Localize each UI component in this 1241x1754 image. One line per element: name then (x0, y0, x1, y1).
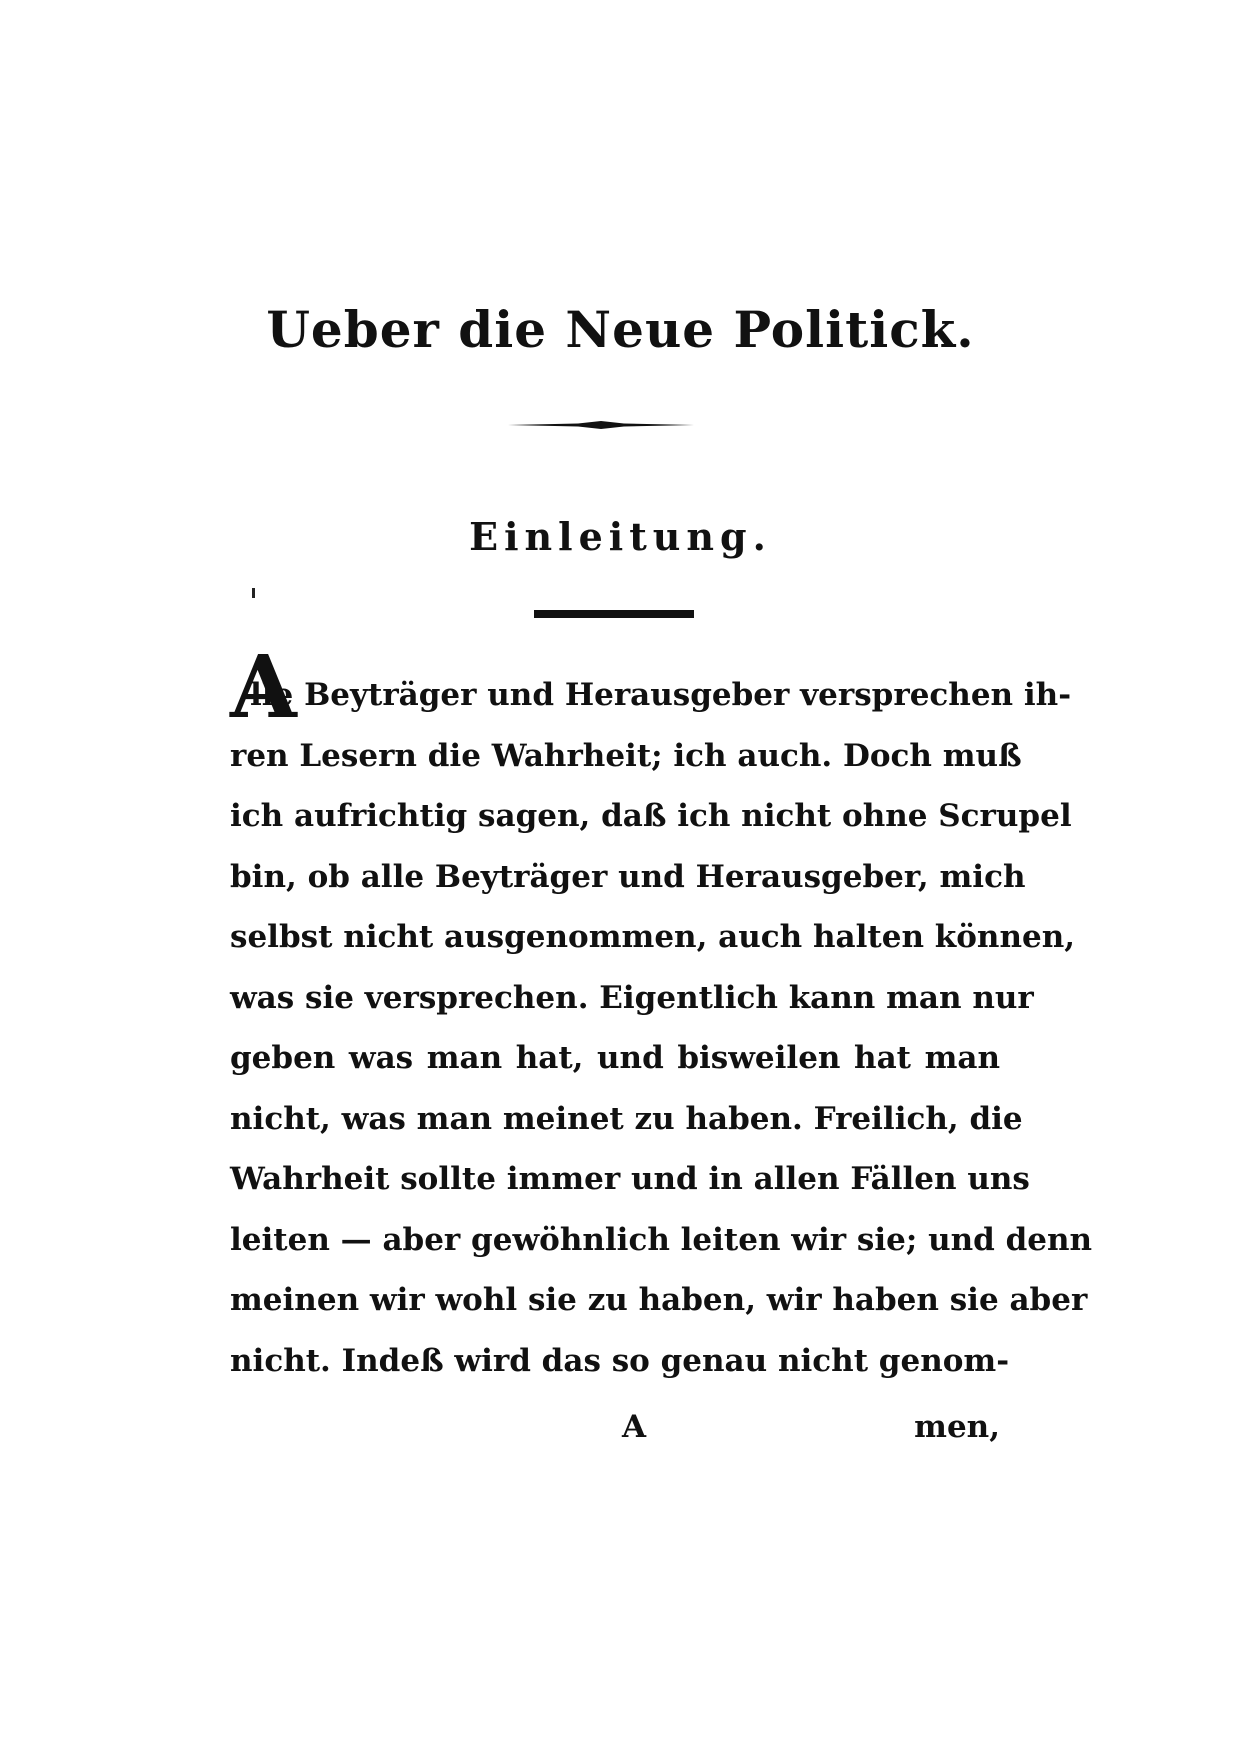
text-line-3: ich aufrichtig sagen, daß ich nicht ohne Scrupel (230, 798, 1072, 834)
text-line-10: leiten — aber gewöhnlich leiten wir sie; und denn (230, 1221, 1093, 1258)
text-line-9: Wahrheit sollte immer und in allen Fällen uns (230, 1161, 1030, 1197)
drop-cap: A (230, 637, 297, 738)
page-title: Ueber die Neue Politick. (266, 300, 975, 359)
text-line-1: lle Beyträger und Herausgeber versprechen ih- (250, 677, 1072, 713)
signature-mark: A (622, 1409, 647, 1445)
ink-speck (252, 588, 255, 598)
page-footer (230, 1402, 1000, 1452)
section-divider (534, 610, 694, 618)
text-line-5: selbst nicht ausgenommen, auch halten können, (230, 919, 1076, 955)
section-heading: Einleitung. (469, 514, 772, 559)
text-line-12: nicht. Indeß wird das so genau nicht genom- (230, 1342, 1010, 1379)
text-line-2: ren Lesern die Wahrheit; ich auch. Doch muß (230, 737, 1022, 774)
text-line-7: geben was man hat, und bisweilen hat man (230, 1040, 1000, 1076)
body-paragraph (230, 637, 1093, 1391)
catchword: men, (914, 1409, 1000, 1445)
text-line-11: meinen wir wohl sie zu haben, wir haben sie aber (230, 1282, 1088, 1318)
text-line-8: nicht, was man meinet zu haben. Freilich, die (230, 1100, 1023, 1137)
text-line-6: was sie versprechen. Eigentlich kann man nur (230, 979, 1034, 1016)
text-line-4: bin, ob alle Beyträger und Herausgeber, mich (230, 858, 1026, 895)
title-divider (508, 421, 694, 429)
